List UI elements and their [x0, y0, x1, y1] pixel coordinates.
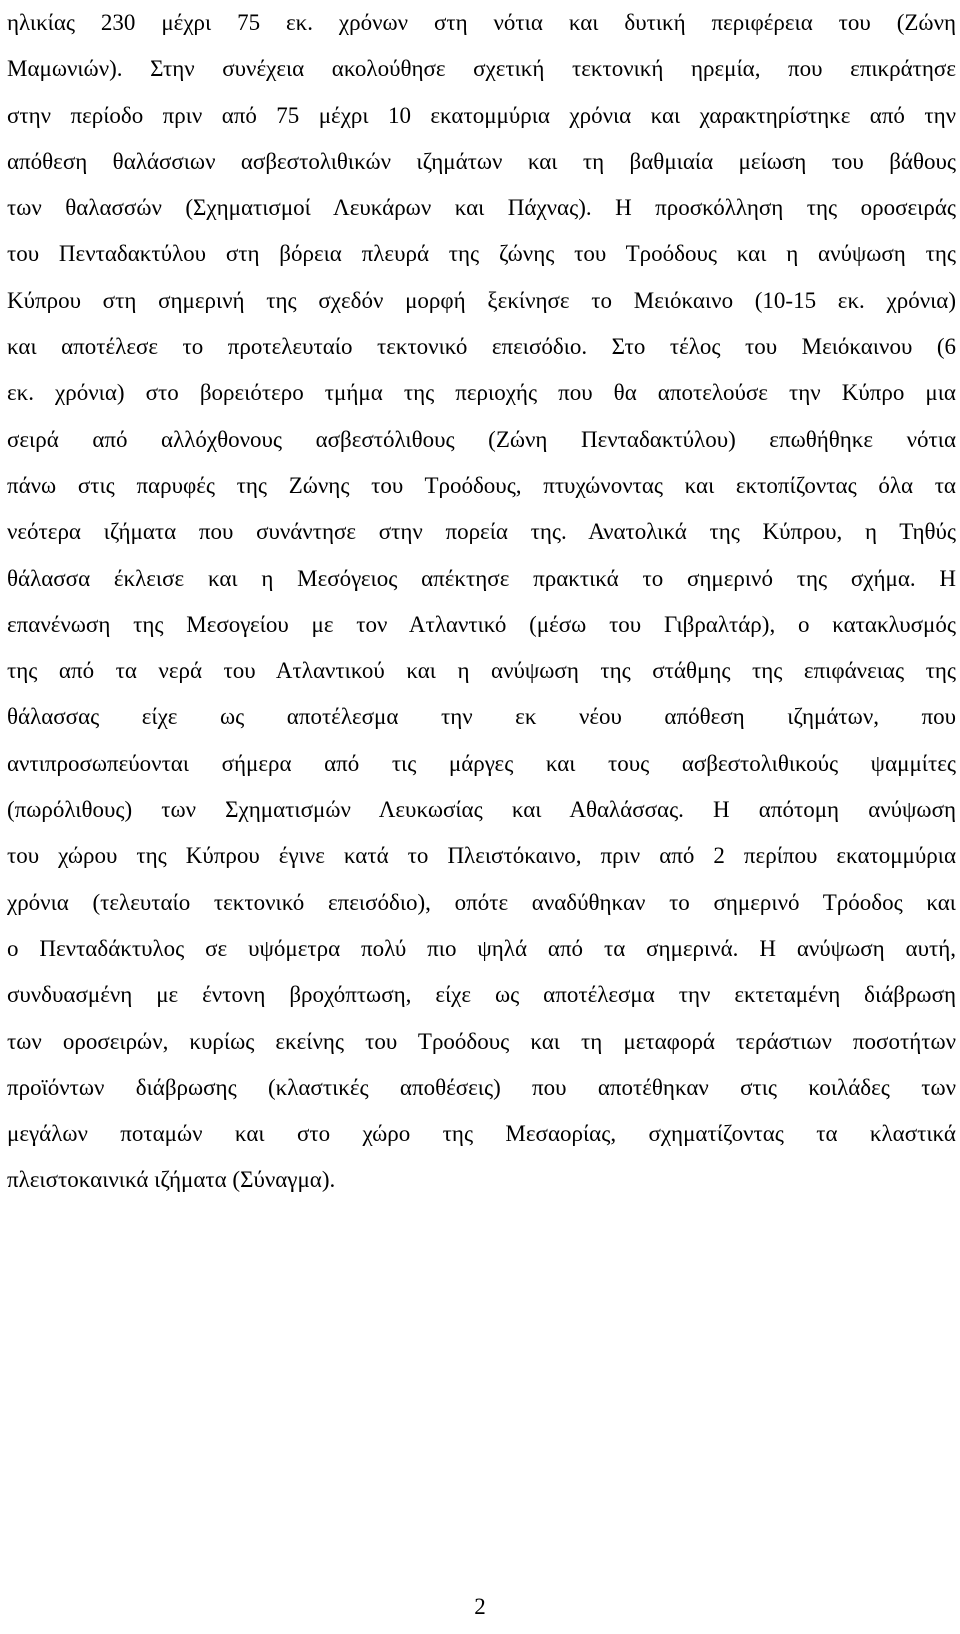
- text-line: μεγάλων ποταμών και στο χώρο της Μεσαορίας, σχηματίζοντας τα κλαστικά: [7, 1121, 956, 1147]
- text-line: του χώρου της Κύπρου έγινε κατά το Πλειστόκαινο, πριν από 2 περίπου εκατομμύρια: [7, 843, 956, 869]
- text-line: εκ. χρόνια) στο βορειότερο τμήμα της περιοχής που θα αποτελούσε την Κύπρο μια: [7, 380, 956, 406]
- text-line: και αποτέλεσε το προτελευταίο τεκτονικό επεισόδιο. Στο τέλος του Μειόκαινου (6: [7, 334, 956, 360]
- text-line: της από τα νερά του Ατλαντικού και η ανύψωση της στάθμης της επιφάνειας της: [7, 658, 956, 684]
- text-line: στην περίοδο πριν από 75 μέχρι 10 εκατομμύρια χρόνια και χαρακτηρίστηκε από την: [7, 102, 956, 128]
- text-line: των οροσειρών, κυρίως εκείνης του Τροόδους και τη μεταφορά τεράστιων ποσοτήτων: [7, 1028, 956, 1054]
- text-line: ο Πενταδάκτυλος σε υψόμετρα πολύ πιο ψηλά από τα σημερινά. Η ανύψωση αυτή,: [7, 935, 956, 961]
- text-line: πλειστοκαινικά ιζήματα (Σύναγμα).: [7, 1167, 336, 1193]
- text-line: επανένωση της Μεσογείου με τον Ατλαντικό (μέσω του Γιβραλτάρ), ο κατακλυσμός: [7, 611, 956, 637]
- text-line: πάνω στις παρυφές της Ζώνης του Τροόδους, πτυχώνοντας και εκτοπίζοντας όλα τα: [7, 472, 956, 498]
- text-line: προϊόντων διάβρωσης (κλαστικές αποθέσεις) που αποτέθηκαν στις κοιλάδες των: [7, 1074, 956, 1100]
- text-line: θάλασσας είχε ως αποτέλεσμα την εκ νέου απόθεση ιζημάτων, που: [7, 704, 956, 730]
- text-line: θάλασσα έκλεισε και η Μεσόγειος απέκτησε πρακτικά το σημερινό της σχήμα. Η: [7, 565, 956, 591]
- text-line: (πωρόλιθους) των Σχηματισμών Λευκωσίας και Αθαλάσσας. Η απότομη ανύψωση: [7, 797, 956, 823]
- text-line: απόθεση θαλάσσιων ασβεστολιθικών ιζημάτων και τη βαθμιαία μείωση του βάθους: [7, 148, 956, 174]
- text-line: Μαμωνιών). Στην συνέχεια ακολούθησε σχετική τεκτονική ηρεμία, που επικράτησε: [7, 56, 956, 82]
- text-line: σειρά από αλλόχθονους ασβεστόλιθους (Ζώνη Πενταδακτύλου) επωθήθηκε νότια: [7, 426, 956, 452]
- page-number: 2: [474, 1594, 486, 1619]
- text-line: ηλικίας 230 μέχρι 75 εκ. χρόνων στη νότια και δυτική περιφέρεια του (Ζώνη: [7, 10, 956, 35]
- text-line: χρόνια (τελευταίο τεκτονικό επεισόδιο), οπότε αναδύθηκαν το σημερινό Τρόοδος και: [7, 889, 956, 915]
- text-line: Κύπρου στη σημερινή της σχεδόν μορφή ξεκίνησε το Μειόκαινο (10-15 εκ. χρόνια): [7, 287, 956, 313]
- text-line: συνδυασμένη με έντονη βροχόπτωση, είχε ως αποτέλεσμα την εκτεταμένη διάβρωση: [7, 982, 956, 1008]
- text-line: των θαλασσών (Σχηματισμοί Λευκάρων και Πάχνας). Η προσκόλληση της οροσειράς: [7, 195, 956, 221]
- text-line: του Πενταδακτύλου στη βόρεια πλευρά της ζώνης του Τροόδους και η ανύψωση της: [7, 241, 956, 267]
- body-paragraph: [7, 0, 956, 1204]
- text-line: νεότερα ιζήματα που συνάντησε στην πορεία της. Ανατολικά της Κύπρου, η Τηθύς: [7, 519, 956, 545]
- text-line: αντιπροσωπεύονται σήμερα από τις μάργες και τους ασβεστολιθικούς ψαμμίτες: [7, 750, 956, 776]
